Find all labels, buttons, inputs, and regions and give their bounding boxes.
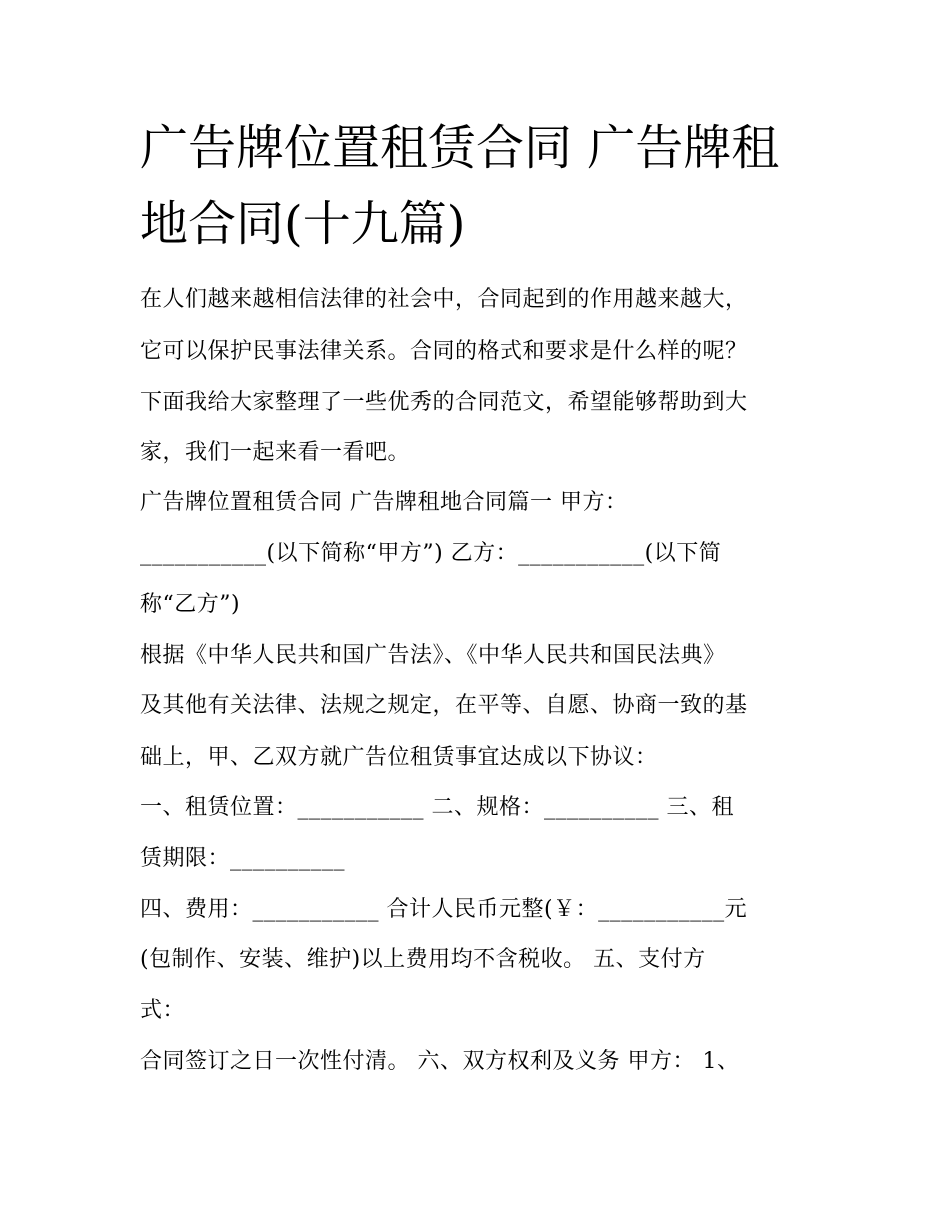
paragraph-line-3: 下面我给大家整理了一些优秀的合同范文，希望能够帮助到大 [140, 390, 748, 415]
paragraph-line-7: 称“乙方”) [140, 592, 241, 617]
paragraph-line-10: 础上，甲、乙双方就广告位租赁事宜达成以下协议： [140, 745, 658, 770]
paragraph-line-13: 四、费用：___________ 合计人民币元整(￥：___________元 [140, 897, 748, 922]
paragraph-line-16: 合同签订之日一次性付清。 六、双方权利及义务 甲方： 1、 [140, 1049, 740, 1074]
document-title-line-1: 广告牌位置租赁合同 广告牌租 [140, 120, 780, 176]
document-title-line-2: 地合同(十九篇) [140, 196, 466, 252]
paragraph-line-2: 它可以保护民事法律关系。合同的格式和要求是什么样的呢？ [140, 339, 748, 364]
paragraph-line-12: 赁期限：__________ [140, 846, 346, 871]
paragraph-line-4: 家，我们一起来看一看吧。 [140, 440, 411, 465]
paragraph-line-5: 广告牌位置租赁合同 广告牌租地合同篇一 甲方： [140, 490, 628, 515]
paragraph-line-1: 在人们越来越相信法律的社会中，合同起到的作用越来越大， [140, 287, 748, 312]
paragraph-line-8: 根据《中华人民共和国广告法》、《中华人民共和国民法典》 [140, 643, 726, 668]
paragraph-line-9: 及其他有关法律、法规之规定，在平等、自愿、协商一致的基 [140, 693, 748, 718]
paragraph-line-15: 式： [140, 998, 186, 1023]
paragraph-line-11: 一、租赁位置：___________ 二、规格：__________ 三、租 [140, 795, 734, 820]
paragraph-line-14: (包制作、安装、维护)以上费用均不含税收。 五、支付方 [140, 947, 706, 972]
paragraph-line-6: ___________(以下简称“甲方”) 乙方：___________(以下简 [140, 541, 722, 566]
